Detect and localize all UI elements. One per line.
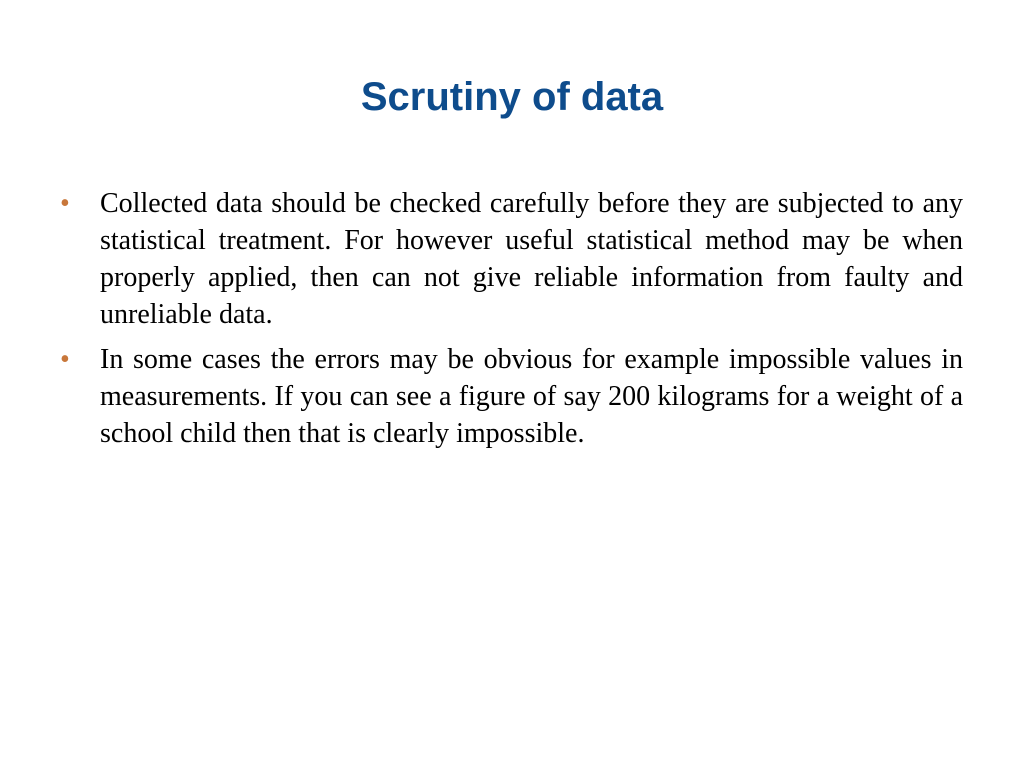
bullet-list <box>60 185 963 460</box>
slide-title: Scrutiny of data <box>360 75 664 119</box>
bullet-icon: • <box>60 344 70 375</box>
bullet-text: In some cases the errors may be obvious for example impossible values in measurements. If you can see a figure of say 200 kilograms for a weight of a school child then that is clearly impossible. <box>100 344 963 449</box>
bullet-icon: • <box>60 188 70 219</box>
bullet-text: Collected data should be checked carefully before they are subjected to any statistical treatment. For however useful statistical method may be when properly applied, then can not give reliable information from faulty and unreliable data. <box>100 188 963 330</box>
bullet-item <box>60 185 963 333</box>
bullet-item <box>60 341 963 452</box>
